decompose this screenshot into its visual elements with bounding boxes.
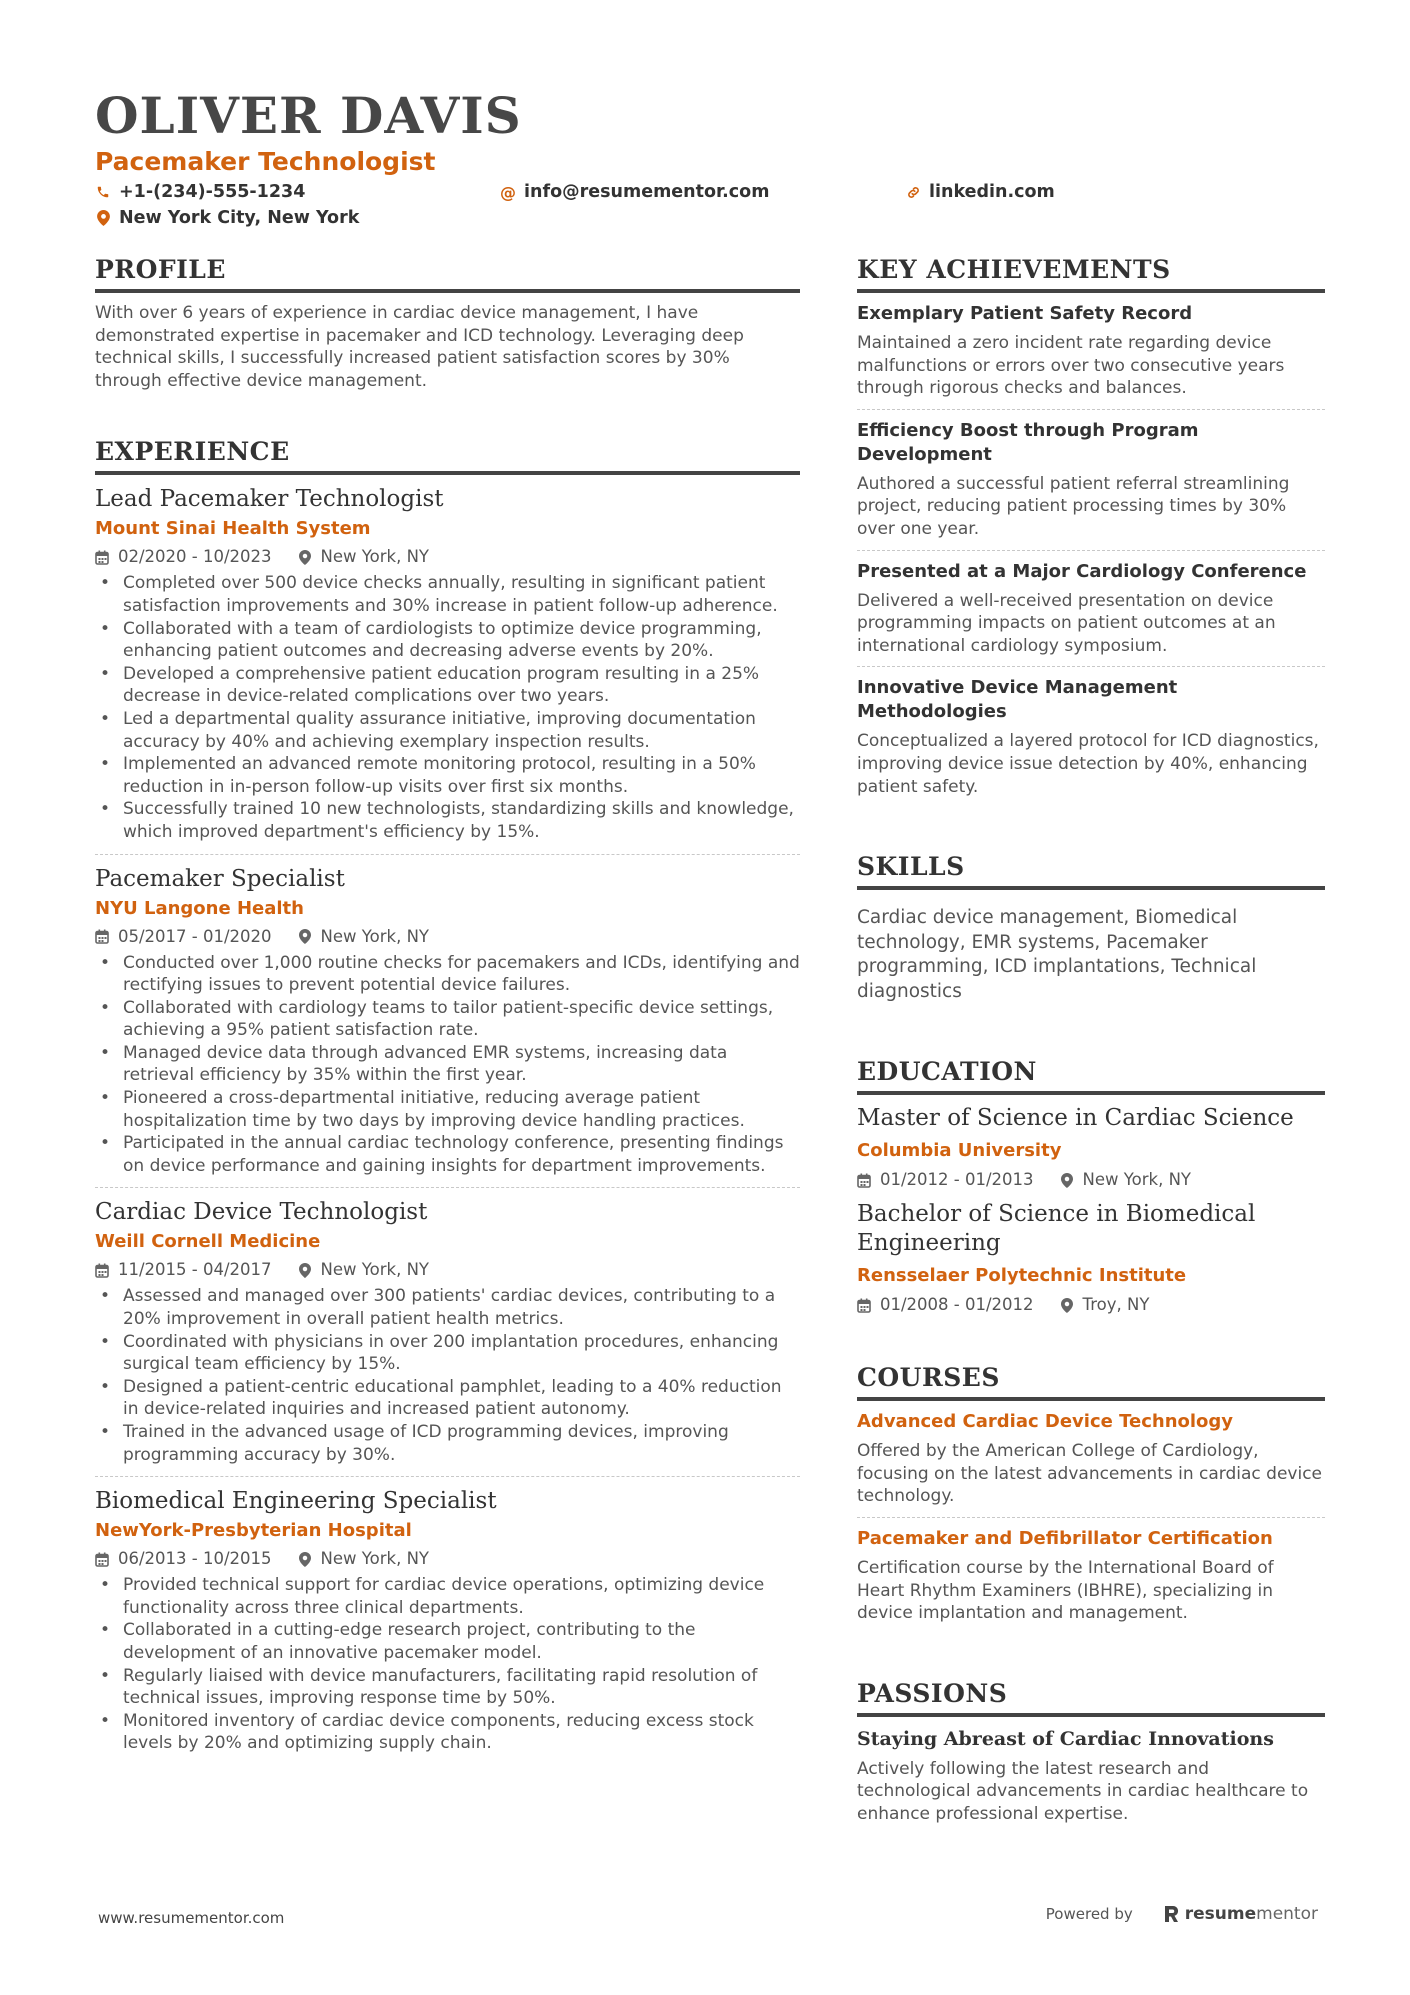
passions-heading: PASSIONS xyxy=(857,1678,1325,1717)
passion-desc: Actively following the latest research and technological advancements in cardiac healthcare to enhance professional expertise. xyxy=(857,1758,1309,1824)
powered-by-label: Powered by xyxy=(1045,1905,1133,1923)
course-title: Advanced Cardiac Device Technology xyxy=(857,1411,1234,1433)
email-contact[interactable] xyxy=(500,182,769,202)
brand-text-b: mentor xyxy=(1256,1904,1318,1924)
job-bullet: • Participated in the annual cardiac technology conference, presenting findings on device performance and gaining insights for department improvements. xyxy=(95,1132,800,1177)
job-bullet: • Designed a patient-centric educational pamphlet, leading to a 40% reduction in device-related inquiries and increased patient autonomy. xyxy=(95,1376,800,1421)
company-name: Mount Sinai Health System xyxy=(95,518,371,540)
location-text: New York, NY xyxy=(320,926,430,946)
profile-heading: PROFILE xyxy=(95,254,800,293)
job-title: Cardiac Device Technologist xyxy=(95,1199,428,1226)
passions-section xyxy=(857,1678,1325,1826)
job-bullet: • Trained in the advanced usage of ICD programming devices, improving programming accuracy by 30%. xyxy=(95,1421,800,1466)
location-row xyxy=(95,208,1325,234)
profile-text: With over 6 years of experience in cardiac device management, I have demonstrated expertise in pacemaker and ICD technology. Leveraging deep technical skills, I successfully increased patient satisfaction scores by 30% through effective device management. xyxy=(95,303,744,391)
left-column xyxy=(95,254,800,1809)
phone-text: +1-(234)-555-1234 xyxy=(119,182,306,202)
job-list xyxy=(95,475,800,1765)
achievement-list xyxy=(857,293,1325,807)
calendar-icon xyxy=(95,929,109,944)
job-title: Biomedical Engineering Specialist xyxy=(95,1488,497,1515)
location-pin-icon xyxy=(1060,1298,1074,1313)
degree-title: Master of Science in Cardiac Science xyxy=(857,1105,1294,1132)
experience-section xyxy=(95,436,800,1765)
date-location xyxy=(95,546,800,568)
education-heading: EDUCATION xyxy=(857,1056,1325,1095)
footer-powered xyxy=(1046,1904,1318,1924)
course-desc: Offered by the American College of Cardiology, focusing on the latest advancements in cardiac device technology. xyxy=(857,1441,1322,1507)
candidate-name: OLIVER DAVIS xyxy=(95,86,522,145)
job-bullets xyxy=(95,572,800,843)
job-entry xyxy=(95,1477,800,1765)
achievement-entry xyxy=(857,551,1325,668)
location-pin-icon xyxy=(298,929,312,944)
job-bullet: • Pioneered a cross-departmental initiative, reducing average patient hospitalization time by two days by improving device handling practices. xyxy=(95,1087,800,1132)
location-pin-icon xyxy=(298,1263,312,1278)
email-text[interactable]: info@resumementor.com xyxy=(524,182,770,202)
job-bullet: • Coordinated with physicians in over 200 implantation procedures, enhancing surgical team efficiency by 15%. xyxy=(95,1331,800,1376)
education-entry xyxy=(857,1095,1325,1191)
job-bullet: • Collaborated with a team of cardiologists to optimize device programming, enhancing patient outcomes and decreasing adverse events by 20%. xyxy=(95,618,800,663)
location-text: New York, NY xyxy=(320,1549,430,1569)
dates: 01/2008 - 01/2012 xyxy=(880,1295,1034,1315)
job-bullet: • Collaborated in a cutting-edge research project, contributing to the development of an innovative pacemaker model. xyxy=(95,1619,800,1664)
job-bullets xyxy=(95,1574,800,1755)
company-name: NYU Langone Health xyxy=(95,897,304,919)
job-bullet: • Implemented an advanced remote monitoring protocol, resulting in a 50% reduction in in-person follow-up visits over first six months. xyxy=(95,753,800,798)
skills-section xyxy=(857,851,1325,1004)
brand-text-a: resume xyxy=(1184,1904,1257,1924)
achievement-desc: Conceptualized a layered protocol for ICD diagnostics, improving device issue detection by 40%, enhancing patient safety. xyxy=(857,731,1319,797)
location-text: New York, NY xyxy=(320,1260,430,1280)
achievement-title: Innovative Device Management Methodologies xyxy=(857,677,1178,723)
dates: 11/2015 - 04/2017 xyxy=(118,1260,272,1280)
passion-title: Staying Abreast of Cardiac Innovations xyxy=(857,1727,1274,1750)
brand-logo[interactable] xyxy=(1163,1904,1318,1924)
phone-icon xyxy=(95,185,111,199)
location xyxy=(298,1548,429,1570)
achievement-entry xyxy=(857,410,1325,551)
dates: 06/2013 - 10/2015 xyxy=(118,1549,272,1569)
phone-contact xyxy=(95,182,305,202)
school-name: Rensselaer Polytechnic Institute xyxy=(857,1265,1187,1287)
date-location xyxy=(857,1169,1325,1191)
dates: 05/2017 - 01/2020 xyxy=(118,926,272,946)
resume-header xyxy=(95,86,1325,234)
location-contact xyxy=(95,208,359,228)
at-icon: @ xyxy=(500,182,516,202)
course-list xyxy=(857,1401,1325,1634)
link-icon xyxy=(905,185,921,200)
dates: 02/2020 - 10/2023 xyxy=(118,547,272,567)
education-entry xyxy=(857,1191,1325,1316)
location-text: Troy, NY xyxy=(1082,1295,1150,1315)
location-pin-icon xyxy=(298,550,312,565)
job-bullet: • Led a departmental quality assurance initiative, improving documentation accuracy by 40% and achieving exemplary inspection results. xyxy=(95,708,800,753)
calendar-icon xyxy=(857,1298,871,1313)
achievements-heading: KEY ACHIEVEMENTS xyxy=(857,254,1325,293)
job-bullet: • Provided technical support for cardiac device operations, optimizing device functionality across three clinical departments. xyxy=(95,1574,800,1619)
job-title: Lead Pacemaker Technologist xyxy=(95,486,444,513)
dates: 01/2012 - 01/2013 xyxy=(880,1170,1034,1190)
job-entry xyxy=(95,1188,800,1477)
job-bullet: • Assessed and managed over 300 patients' cardiac devices, contributing to a 20% improvement in overall patient health metrics. xyxy=(95,1285,800,1330)
achievements-section xyxy=(857,254,1325,807)
school-name: Columbia University xyxy=(857,1140,1062,1162)
job-entry xyxy=(95,855,800,1189)
achievement-entry xyxy=(857,667,1325,807)
date-location xyxy=(95,1259,800,1281)
experience-heading: EXPERIENCE xyxy=(95,436,800,475)
job-bullet: • Collaborated with cardiology teams to tailor patient-specific device settings, achieving a 95% patient satisfaction rate. xyxy=(95,997,800,1042)
calendar-icon xyxy=(95,550,109,565)
location xyxy=(1060,1169,1191,1191)
achievement-title: Exemplary Patient Safety Record xyxy=(857,303,1193,324)
skills-heading: SKILLS xyxy=(857,851,1325,890)
courses-section xyxy=(857,1362,1325,1634)
company-name: Weill Cornell Medicine xyxy=(95,1231,321,1253)
job-bullet: • Completed over 500 device checks annually, resulting in significant patient satisfaction improvements and 30% increase in patient follow-up adherence. xyxy=(95,572,800,617)
achievement-title: Presented at a Major Cardiology Conference xyxy=(857,560,1307,582)
location-text: New York, NY xyxy=(1082,1170,1192,1190)
location-text: New York City, New York xyxy=(119,208,360,228)
date-location xyxy=(95,926,800,948)
candidate-title: Pacemaker Technologist xyxy=(95,147,436,176)
date-location xyxy=(857,1294,1325,1316)
job-bullet: • Regularly liaised with device manufacturers, facilitating rapid resolution of technical issues, improving response time by 50%. xyxy=(95,1665,800,1710)
right-column xyxy=(857,254,1325,1869)
job-bullet: • Successfully trained 10 new technologists, standardizing skills and knowledge, which improved department's efficiency by 15%. xyxy=(95,798,800,843)
contact-row xyxy=(95,182,1325,208)
footer-website[interactable]: www.resumementor.com xyxy=(98,1909,285,1927)
achievement-title: Efficiency Boost through Program Development xyxy=(857,419,1199,465)
course-desc: Certification course by the International Board of Heart Rhythm Examiners (IBHRE), specializing in device implantation and management. xyxy=(857,1557,1274,1624)
location-pin-icon xyxy=(95,210,111,226)
company-name: NewYork-Presbyterian Hospital xyxy=(95,1520,412,1542)
job-bullet: • Managed device data through advanced EMR systems, increasing data retrieval efficiency by 35% within the first year. xyxy=(95,1042,800,1087)
skills-text: Cardiac device management, Biomedical technology, EMR systems, Pacemaker programming, ICD implantations, Technical diagnostics xyxy=(857,907,1257,1002)
job-bullets xyxy=(95,1285,800,1466)
job-title: Pacemaker Specialist xyxy=(95,865,345,892)
brand-mark-icon xyxy=(1163,1904,1179,1924)
date-location xyxy=(95,1548,800,1570)
achievement-entry xyxy=(857,293,1325,410)
location-text: New York, NY xyxy=(320,547,430,567)
job-bullet: • Conducted over 1,000 routine checks for pacemakers and ICDs, identifying and rectifying issues to prevent potential device failures. xyxy=(95,952,800,997)
job-bullet: • Monitored inventory of cardiac device components, reducing excess stock levels by 20% and optimizing supply chain. xyxy=(95,1710,800,1755)
job-bullet: • Developed a comprehensive patient education program resulting in a 25% decrease in device-related complications over two years. xyxy=(95,663,800,708)
courses-heading: COURSES xyxy=(857,1362,1325,1401)
location-pin-icon xyxy=(298,1552,312,1567)
job-bullets xyxy=(95,952,800,1178)
achievement-desc: Maintained a zero incident rate regarding device malfunctions or errors over two consecutive years through rigorous checks and balances. xyxy=(857,333,1285,399)
education-section xyxy=(857,1056,1325,1316)
calendar-icon xyxy=(95,1263,109,1278)
linkedin-text[interactable]: linkedin.com xyxy=(929,182,1055,202)
calendar-icon xyxy=(95,1552,109,1567)
location-pin-icon xyxy=(1060,1173,1074,1188)
course-entry xyxy=(857,1401,1325,1518)
achievement-desc: Authored a successful patient referral streamlining project, reducing patient processing times by 30% over one year. xyxy=(857,473,1290,539)
course-title: Pacemaker and Defibrillator Certification xyxy=(857,1527,1273,1549)
degree-title: Bachelor of Science in Biomedical Engineering xyxy=(857,1201,1256,1257)
location xyxy=(1060,1294,1150,1316)
education-list xyxy=(857,1095,1325,1316)
course-entry xyxy=(857,1518,1325,1634)
job-entry xyxy=(95,475,800,854)
calendar-icon xyxy=(857,1173,871,1188)
location xyxy=(298,1259,429,1281)
linkedin-contact[interactable] xyxy=(905,182,1055,202)
profile-section xyxy=(95,254,800,392)
location xyxy=(298,546,429,568)
location xyxy=(298,926,429,948)
achievement-desc: Delivered a well-received presentation on device programming impacts on patient outcomes at an international cardiology symposium. xyxy=(857,590,1276,656)
